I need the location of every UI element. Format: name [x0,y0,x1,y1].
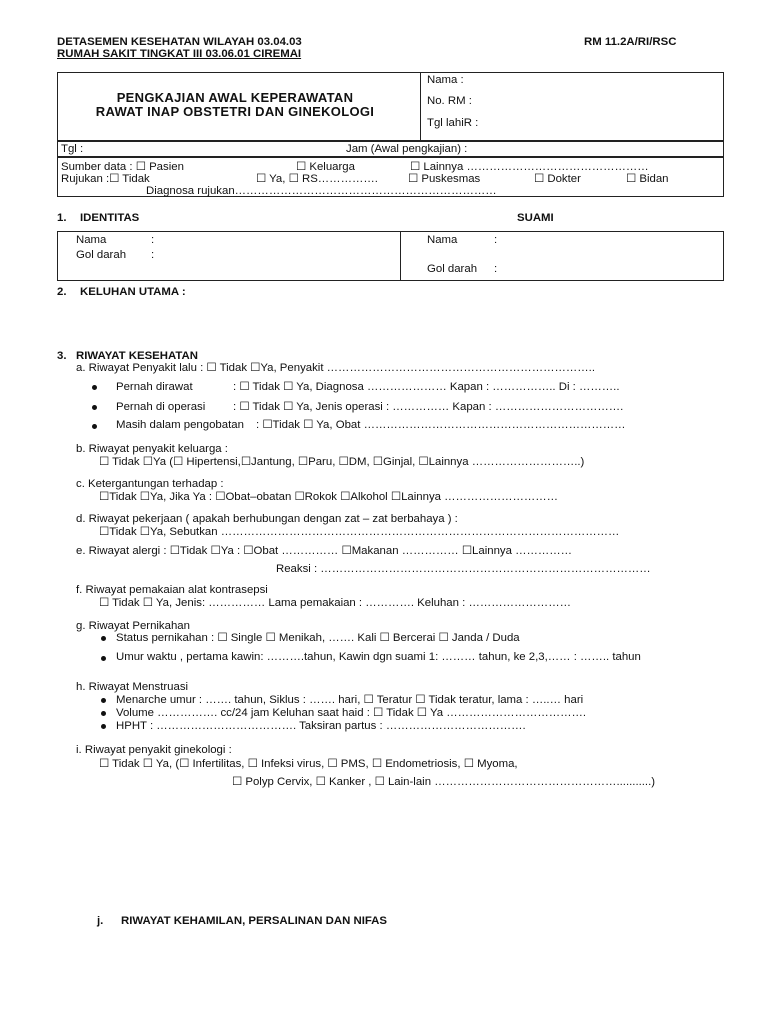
source-data-other[interactable]: ☐ Lainnya ………………………………………… [410,161,649,173]
form-title-1: PENGKAJIAN AWAL KEPERAWATAN [116,90,354,105]
time-field[interactable]: Jam (Awal pengkajian) : [346,143,468,155]
medication-options[interactable]: : ☐Tidak ☐ Ya, Obat …………………………………………………………… [256,419,626,431]
identity-blood-colon[interactable]: : [151,249,155,261]
husband-heading: SUAMI [517,212,554,224]
date-field[interactable]: Tgl : [61,143,84,155]
hpht-row[interactable]: HPHT : ………………………………. Taksiran partus : ………………………………. [116,720,526,732]
bullet [101,636,106,641]
bullet [101,656,106,661]
past-illness-row[interactable]: a. Riwayat Penyakit lalu : ☐ Tidak ☐Ya, Penyakit …………………………………………………………….. [76,362,595,374]
gynecology-options[interactable]: ☐ Tidak ☐ Ya, (☐ Infertilitas, ☐ Infeksi virus, ☐ PMS, ☐ Endometriosis, ☐ Myoma, [99,758,518,770]
occupation-options[interactable]: ☐Tidak ☐Ya, Sebutkan …………………………………………………………………………………………… [99,526,620,538]
identity-box [57,231,724,281]
form-code: RM 11.2A/RI/RSC [584,36,677,48]
header-line-2: RUMAH SAKIT TINGKAT III 03.06.01 CIREMAI [57,48,302,60]
medical-record-field[interactable]: No. RM : [427,95,472,107]
surgery-label: Pernah di operasi [116,401,206,413]
menarche-row[interactable]: Menarche umur : ……. tahun, Siklus : ……. hari, ☐ Teratur ☐ Tidak teratur, lama : …..… hari [116,694,584,706]
source-data-family[interactable]: ☐ Keluarga [296,161,355,173]
hospitalized-label: Pernah dirawat [116,381,193,393]
identity-box-divider [400,231,401,281]
referral-doctor[interactable]: ☐ Dokter [534,173,581,185]
header-line-1: DETASEMEN KESEHATAN WILAYAH 03.04.03 [57,36,302,48]
menstruation-label: h. Riwayat Menstruasi [76,681,189,693]
gynecology-label: i. Riwayat penyakit ginekologi : [76,744,232,756]
section-3-number: 3. [57,350,67,362]
identity-heading: IDENTITAS [80,212,140,224]
medication-label: Masih dalam pengobatan [116,419,244,431]
birth-date-field[interactable]: Tgl lahiR : [427,117,479,129]
health-history-heading: RIWAYAT KESEHATAN [76,350,198,362]
referral-hospital[interactable]: ☐ Ya, ☐ RS……………. [256,173,378,185]
section-1-number: 1. [57,212,67,224]
bullet [92,385,97,390]
referral-diagnosis[interactable]: Diagnosa rujukan…………………………………………………………… [146,185,497,197]
hospitalized-options[interactable]: : ☐ Tidak ☐ Ya, Diagnosa ………………… Kapan : …………….. Di : ……….. [233,381,620,393]
family-history-label: b. Riwayat penyakit keluarga : [76,443,228,455]
referral-no[interactable]: Rujukan :☐ Tidak [61,173,150,185]
surgery-options[interactable]: : ☐ Tidak ☐ Ya, Jenis operasi : …………… Kapan : ……………………………. [233,401,624,413]
dependency-options[interactable]: ☐Tidak ☐Ya, Jika Ya : ☐Obat–obatan ☐Rokok ☐Alkohol ☐Lainnya ………………………… [99,491,559,503]
section-j-letter: j. [97,915,104,927]
husband-blood-colon[interactable]: : [494,263,498,275]
form-title-2: RAWAT INAP OBSTETRI DAN GINEKOLOGI [95,104,375,119]
title-box-divider [420,72,421,141]
bullet [101,698,106,703]
bullet [92,424,97,429]
referral-midwife[interactable]: ☐ Bidan [626,173,669,185]
contraception-options[interactable]: ☐ Tidak ☐ Ya, Jenis: …………… Lama pemakaian : …………. Keluhan : ……………………… [99,597,571,609]
contraception-label: f. Riwayat pemakaian alat kontrasepsi [76,584,268,596]
family-history-options[interactable]: ☐ Tidak ☐Ya (☐ Hipertensi,☐Jantung, ☐Paru, ☐DM, ☐Ginjal, ☐Lainnya ………………………..) [99,456,585,468]
occupation-label: d. Riwayat pekerjaan ( apakah berhubungan dengan zat – zat berbahaya ) : [76,513,458,525]
referral-puskesmas[interactable]: ☐ Puskesmas [408,173,481,185]
allergy-reaction[interactable]: Reaksi : …………………………………………………………………………… [276,563,651,575]
marriage-label: g. Riwayat Pernikahan [76,620,190,632]
volume-row[interactable]: Volume ……………. cc/24 jam Keluhan saat haid : ☐ Tidak ☐ Ya ………………………………. [116,707,587,719]
husband-blood-label: Gol darah [427,263,478,275]
bullet [92,405,97,410]
pregnancy-history-heading: RIWAYAT KEHAMILAN, PERSALINAN DAN NIFAS [121,915,388,927]
gynecology-options-2[interactable]: ☐ Polyp Cervix, ☐ Kanker , ☐ Lain-lain …………………………………………...........) [232,776,656,788]
chief-complaint-label: KELUHAN UTAMA : [80,286,186,298]
bullet [101,724,106,729]
section-2-number: 2. [57,286,67,298]
allergy-options[interactable]: e. Riwayat alergi : ☐Tidak ☐Ya : ☐Obat …………… ☐Makanan …………… ☐Lainnya …………… [76,545,573,557]
patient-name-field[interactable]: Nama : [427,74,464,86]
identity-name-label: Nama [76,234,107,246]
source-data-patient[interactable]: Sumber data : ☐ Pasien [61,161,184,173]
marital-status-options[interactable]: Status pernikahan : ☐ Single ☐ Menikah, ……. Kali ☐ Bercerai ☐ Janda / Duda [116,632,520,644]
husband-name-colon[interactable]: : [494,234,498,246]
bullet [101,711,106,716]
identity-blood-label: Gol darah [76,249,127,261]
dependency-label: c. Ketergantungan terhadap : [76,478,224,490]
identity-name-colon[interactable]: : [151,234,155,246]
husband-name-label: Nama [427,234,458,246]
marriage-age-row[interactable]: Umur waktu , pertama kawin: ……….tahun, Kawin dgn suami 1: ……… tahun, ke 2,3,…… : …….. tahun [116,651,641,663]
